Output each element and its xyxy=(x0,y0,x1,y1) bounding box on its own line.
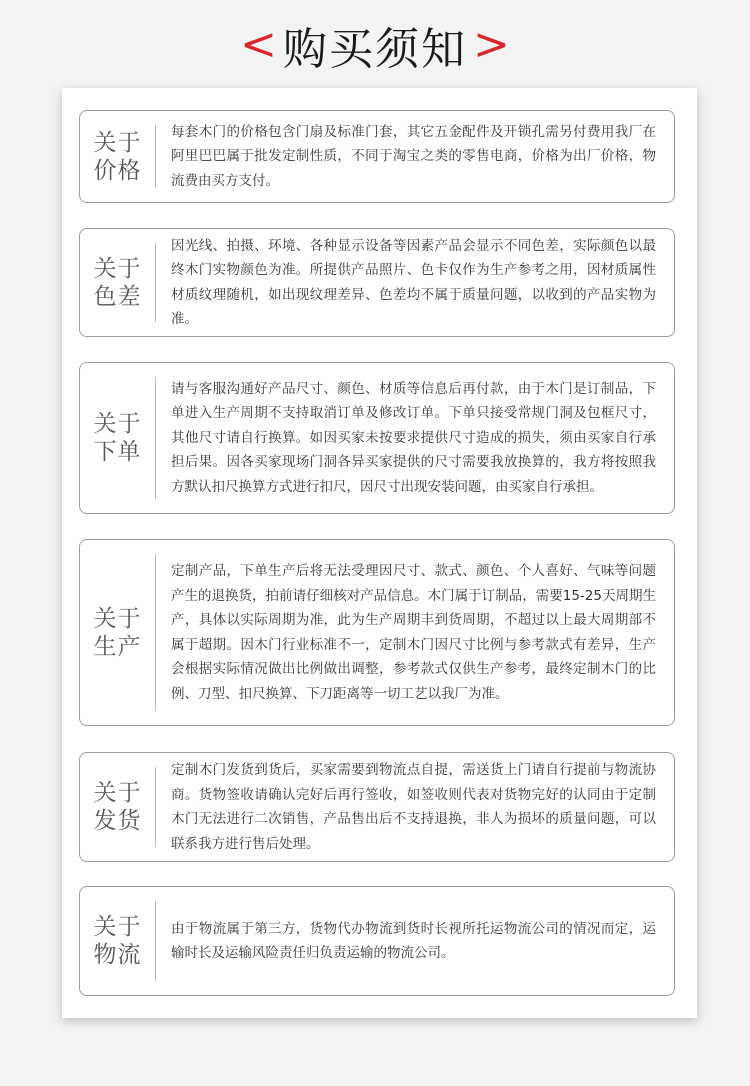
heading-line-1: 关于 xyxy=(93,914,142,940)
section-heading xyxy=(80,540,155,725)
heading-line-1: 关于 xyxy=(93,255,142,282)
right-angle-mark: > xyxy=(473,19,510,70)
section-divider xyxy=(155,554,156,711)
section-heading xyxy=(80,887,155,995)
left-angle-mark: < xyxy=(240,19,277,70)
section-price xyxy=(79,110,675,203)
section-divider xyxy=(155,377,156,499)
heading-line-2: 生产 xyxy=(93,633,142,660)
section-heading xyxy=(80,111,155,202)
section-body xyxy=(171,753,656,861)
page-header xyxy=(0,10,750,80)
heading-line-2: 物流 xyxy=(93,942,142,968)
section-text: 定制木门发货到货后，买家需要到物流点自提，需送货上门请自行提前与物流协商。货物签收请确认完好后再行签收，如签收则代表对货物完好的认同由于定制木门无法进行二次销售，产品售出后不支持退换，非人为损坏的质量问题，可以联系我方进行售后处理。 xyxy=(171,762,656,852)
section-text: 定制产品，下单生产后将无法受理因尺寸、款式、颜色、个人喜好、气味等问题产生的退换货，拍前请仔细核对产品信息。木门属于订制品，需要15-25天周期生产，具体以实际周期为准，此为生产周期丰到货周期，不超过以上最大周期部不属于超期。因木门行业标准不一，定制木门因尺寸比例与参考款式有差异，生产会根据实际情况做出比例做出调整，参考款式仅供生产参考，最终定制木门的比例、刀型、扣尺换算、下刀距离等一切工艺以我厂为准。 xyxy=(171,563,656,702)
notice-panel xyxy=(62,88,697,1018)
heading-line-2: 色差 xyxy=(93,283,142,310)
section-body xyxy=(171,540,656,725)
section-body xyxy=(171,363,656,513)
heading-line-1: 关于 xyxy=(93,411,142,437)
heading-line-1: 关于 xyxy=(93,605,142,632)
section-divider xyxy=(155,243,156,322)
section-text: 由于物流属于第三方，货物代办物流到货时长视所托运物流公司的情况而定，运输时长及运输风险责任归负责运输的物流公司。 xyxy=(171,920,656,961)
page-title: 购买须知 xyxy=(283,24,467,75)
section-shipping xyxy=(79,752,675,862)
section-heading xyxy=(80,229,155,336)
section-color-difference xyxy=(79,228,675,337)
heading-line-2: 下单 xyxy=(93,439,142,465)
section-divider xyxy=(155,767,156,847)
heading-line-2: 价格 xyxy=(93,157,142,184)
section-ordering xyxy=(79,362,675,514)
section-production xyxy=(79,539,675,726)
section-divider xyxy=(155,125,156,188)
section-body xyxy=(171,887,656,995)
heading-line-2: 发货 xyxy=(93,808,142,834)
section-heading xyxy=(80,753,155,861)
section-heading xyxy=(80,363,155,513)
section-body xyxy=(171,229,656,336)
section-divider xyxy=(155,901,156,981)
section-text: 每套木门的价格包含门扇及标准门套，其它五金配件及开锁孔需另付费用我厂在阿里巴巴属于批发定制性质，不同于淘宝之类的零售电商，价格为出厂价格，物流费由买方支付。 xyxy=(171,123,656,189)
section-body xyxy=(171,111,656,202)
section-text: 请与客服沟通好产品尺寸、颜色、材质等信息后再付款，由于木门是订制品，下单进入生产周期不支持取消订单及修改订单。下单只接受常规门洞及包框尺寸，其他尺寸请自行换算。如因买家未按要求提供尺寸造成的损失，须由买家自行承担后果。因各买家现场门洞各异买家提供的尺寸需要我放换算的，我方将按照我方默认扣尺换算方式进行扣尺，因尺寸出现安装问题，由买家自行承担。 xyxy=(171,380,656,495)
section-logistics xyxy=(79,886,675,996)
section-text: 因光线、拍摄、环境、各种显示设备等因素产品会显示不同色差，实际颜色以最终木门实物颜色为准。所提供产品照片、色卡仅作为生产参考之用，因材质属性材质纹理随机，如出现纹理差异、色差均不属于质量问题，以收到的产品实物为准。 xyxy=(171,237,656,327)
heading-line-1: 关于 xyxy=(93,780,142,806)
heading-line-1: 关于 xyxy=(93,129,142,156)
